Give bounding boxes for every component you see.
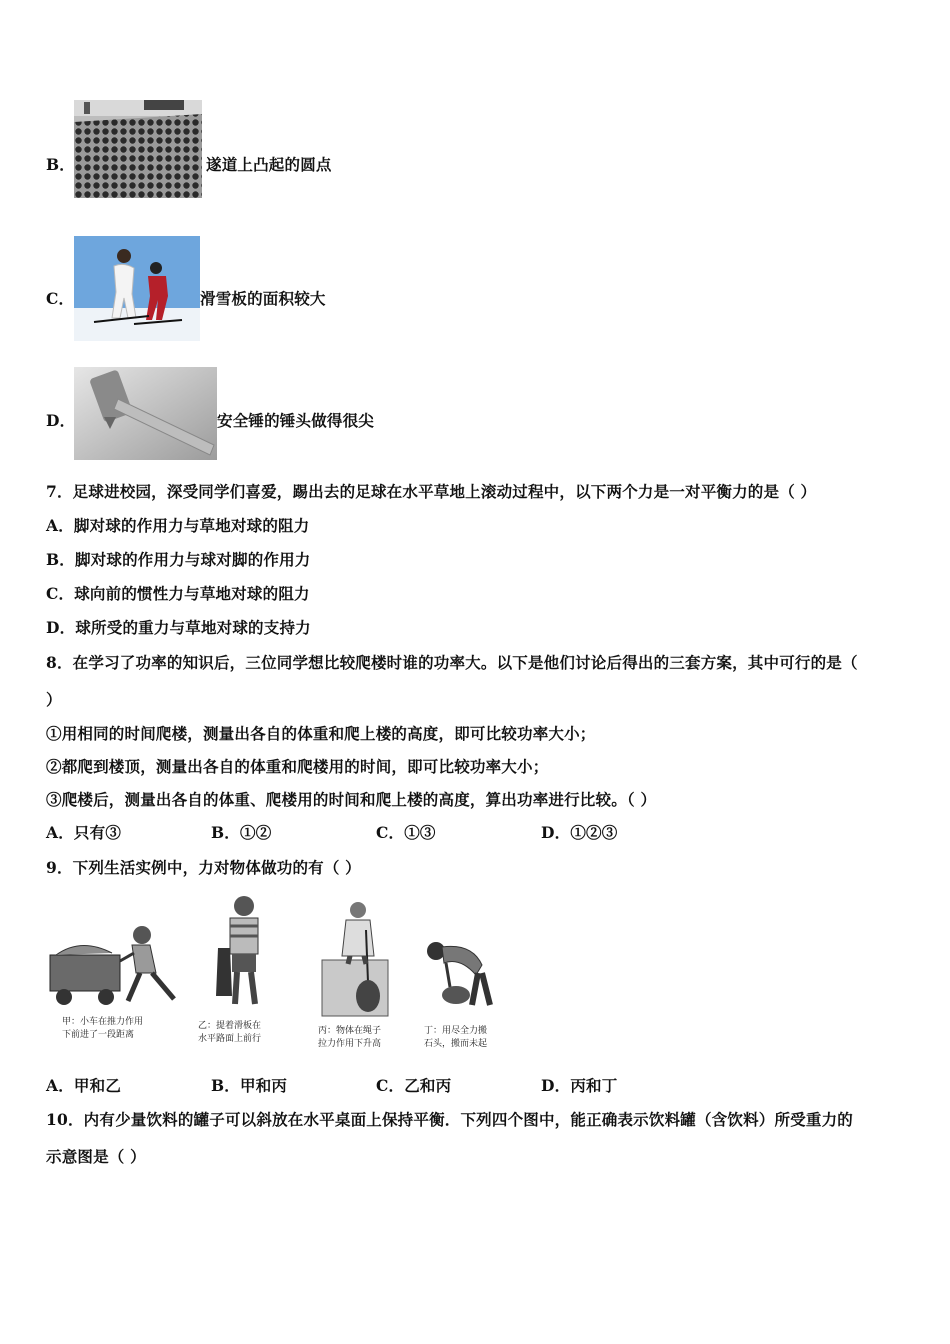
q6-option-b-letter: B． [46,155,76,174]
q6-option-c-text: 滑雪板的面积较大 [200,289,326,308]
q9-option-a: A．甲和乙 [46,1076,122,1095]
q6-option-b-text: 遂道上凸起的圆点 [206,155,332,174]
figure-yi-caption [198,1020,261,1046]
figure-jia-caption [62,1016,143,1042]
q8-option-b: B．①② [211,823,272,842]
caption-line: 丁：用尽全力搬 [424,1026,488,1036]
q9-option-b: B．甲和丙 [211,1076,288,1095]
caption-line: 石头，搬而未起 [424,1039,488,1049]
figure-bing-lifting-object [318,900,393,1018]
q9-option-d: D．丙和丁 [541,1076,618,1095]
q7-option-d: D．球所受的重力与草地对球的支持力 [46,618,311,637]
q7-option-c: C．球向前的惯性力与草地对球的阻力 [46,584,310,603]
q6-option-d-text: 安全锤的锤头做得很尖 [217,411,375,430]
figure-bing-caption [318,1025,381,1051]
figure-ding-lifting-stone [420,935,495,1010]
skiers-photo [74,236,200,341]
q7-option-a: A．脚对球的作用力与草地对球的阻力 [46,516,310,535]
q8-plan-3: ③爬楼后，测量出各自的体重、爬楼用的时间和爬上楼的高度，算出功率进行比较。（ ） [46,790,657,809]
caption-line: 丙：物体在绳子 [318,1026,382,1036]
q6-option-c-letter: C． [46,289,75,308]
caption-line: 甲：小车在推力作用 [62,1017,144,1027]
caption-line: 乙：提着滑板在 [198,1021,262,1031]
caption-line: 拉力作用下升高 [318,1039,382,1049]
figure-ding-caption [424,1025,487,1051]
q10-stem-line1: 10．内有少量饮料的罐子可以斜放在水平桌面上保持平衡．下列四个图中，能正确表示饮料罐（含饮料）所受重力的 [46,1110,853,1129]
tactile-paving-photo [74,100,202,198]
q7-stem: 7．足球进校园，深受同学们喜爱，踢出去的足球在水平草地上滚动过程中，以下两个力是一对平衡力的是（ ） [46,482,817,501]
q8-stem-line2: ） [46,690,62,709]
q8-plan-2: ②都爬到楼顶，测量出各自的体重和爬楼用的时间，即可比较功率大小； [46,757,549,776]
q9-stem: 9．下列生活实例中，力对物体做功的有（ ） [46,858,361,877]
figure-yi-carrying-board [210,892,280,1012]
caption-line: 下前进了一段距离 [62,1030,135,1040]
q8-stem-line1: 8．在学习了功率的知识后，三位同学想比较爬楼时谁的功率大。以下是他们讨论后得出的三套方案，其中可行的是（ [46,653,858,672]
caption-line: 水平路面上前行 [198,1034,262,1044]
q7-option-b: B．脚对球的作用力与球对脚的作用力 [46,550,311,569]
q10-stem-line2: 示意图是（ ） [46,1147,146,1166]
q8-option-c: C．①③ [376,823,436,842]
q9-option-c: C．乙和丙 [376,1076,452,1095]
q8-option-d: D．①②③ [541,823,618,842]
q6-option-d-letter: D． [46,411,76,430]
safety-hammer-photo [74,367,217,460]
q8-option-a: A．只有③ [46,823,122,842]
q8-plan-1: ①用相同的时间爬楼，测量出各自的体重和爬上楼的高度，即可比较功率大小； [46,724,596,743]
figure-jia-pushing-cart [46,915,186,1010]
